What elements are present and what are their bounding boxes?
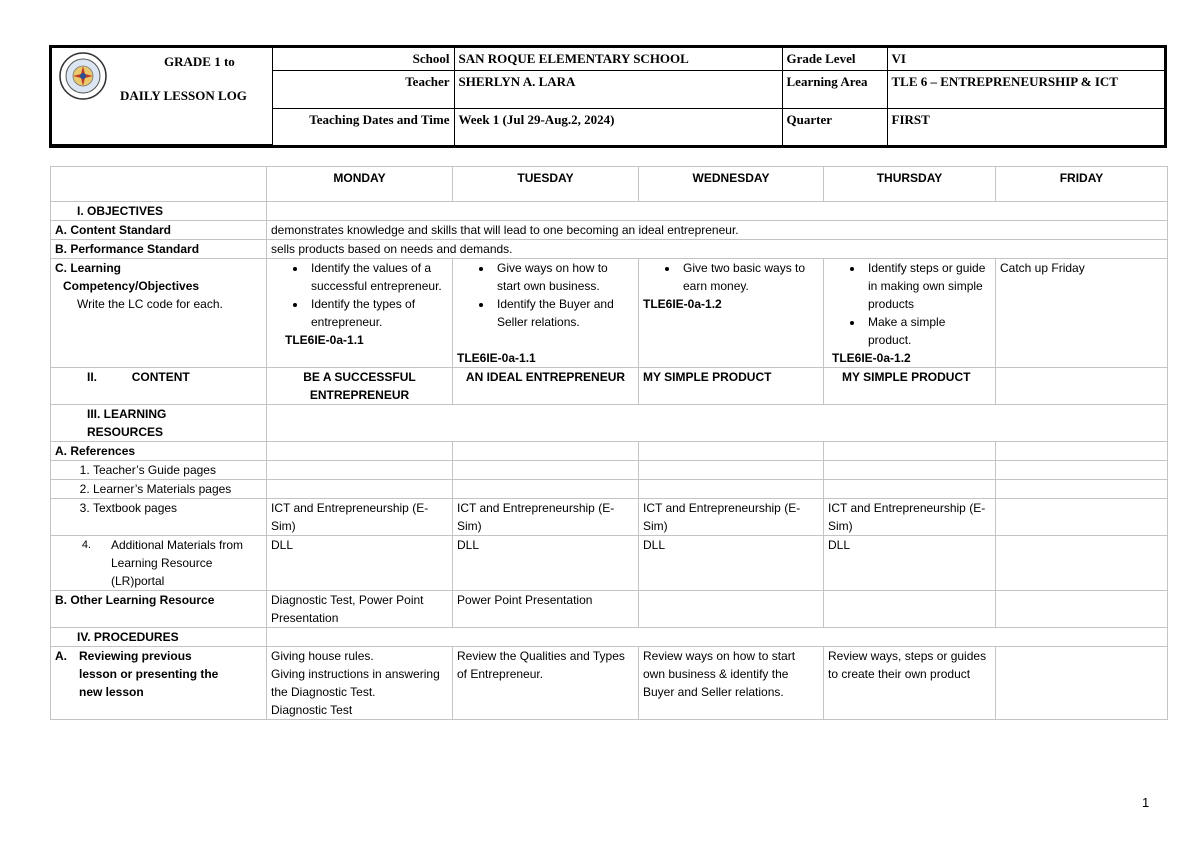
review-monday-line: Giving instructions in answering the Diagnostic Test. xyxy=(271,667,440,699)
content-friday xyxy=(996,368,1168,405)
lesson-plan-table xyxy=(50,166,1168,720)
textbook-row xyxy=(51,499,1168,536)
school-value: SAN ROQUE ELEMENTARY SCHOOL xyxy=(454,48,782,71)
textbook-cell xyxy=(51,499,267,536)
list-item: • Make a simple product. xyxy=(864,313,991,349)
additional-num: 4. xyxy=(81,539,91,551)
other-monday: Diagnostic Test, Power Point Presentation xyxy=(267,591,453,628)
content-standard-value: demonstrates knowledge and skills that will lead to one becoming an ideal entrepreneur. xyxy=(267,221,1168,240)
references-row xyxy=(51,442,1168,461)
textbook-label: 3. Textbook pages xyxy=(93,499,262,517)
day-friday: FRIDAY xyxy=(996,167,1168,202)
performance-standard-value: sells products based on needs and demands. xyxy=(267,240,1168,259)
teachers-guide-label: 1. Teacher’s Guide pages xyxy=(93,461,262,479)
competency-tuesday xyxy=(453,259,639,368)
list-item: • Identify the types of entrepreneur. xyxy=(307,295,448,331)
resources-heading: III. LEARNING RESOURCES xyxy=(51,405,267,442)
content-row xyxy=(51,368,1168,405)
quarter-value: FIRST xyxy=(887,109,1164,145)
competency-wednesday xyxy=(639,259,824,368)
dates-label: Teaching Dates and Time xyxy=(272,109,454,145)
references-label: A. References xyxy=(51,442,267,461)
additional-wednesday: DLL xyxy=(639,536,824,591)
competency-row xyxy=(51,259,1168,368)
teacher-value: SHERLYN A. LARA xyxy=(454,71,782,109)
additional-label: Additional Materials from Learning Resource (LR)portal xyxy=(111,538,244,588)
competency-thursday xyxy=(824,259,996,368)
teacher-label: Teacher xyxy=(272,71,454,109)
learners-materials-label: 2. Learner’s Materials pages xyxy=(93,480,262,498)
quarter-label: Quarter xyxy=(782,109,887,145)
day-header-row xyxy=(51,167,1168,202)
other-resources-row xyxy=(51,591,1168,628)
textbook-monday: ICT and Entrepreneurship (E-Sim) xyxy=(267,499,453,536)
learners-materials-cell xyxy=(51,480,267,499)
teachers-guide-cell xyxy=(51,461,267,480)
additional-materials-row xyxy=(51,536,1168,591)
additional-monday: DLL xyxy=(267,536,453,591)
content-standard-row xyxy=(51,221,1168,240)
list-item: • Identify the Buyer and Seller relations. xyxy=(493,295,634,331)
objectives-heading-row xyxy=(51,202,1168,221)
content-label-cell xyxy=(51,368,267,405)
teachers-guide-row xyxy=(51,461,1168,480)
textbook-tuesday: ICT and Entrepreneurship (E-Sim) xyxy=(453,499,639,536)
learning-area-value: TLE 6 – ENTREPRENEURSHIP & ICT xyxy=(887,71,1164,109)
competency-label-3: Write the LC code for each. xyxy=(77,297,223,311)
review-num: A. xyxy=(55,649,67,663)
review-label-cell xyxy=(51,647,267,720)
learning-area-label: Learning Area xyxy=(782,71,887,109)
review-tuesday: Review the Qualities and Types of Entrepreneur. xyxy=(453,647,639,720)
performance-standard-row xyxy=(51,240,1168,259)
competency-label-cell xyxy=(51,259,267,368)
deped-seal-icon xyxy=(58,51,108,101)
competency-label-1: C. Learning xyxy=(55,261,122,275)
lesson-log-header xyxy=(49,45,1167,148)
competency-friday: Catch up Friday xyxy=(996,259,1168,368)
procedures-heading: IV. PROCEDURES xyxy=(51,628,267,647)
additional-materials-cell xyxy=(51,536,267,591)
content-thursday: MY SIMPLE PRODUCT xyxy=(824,368,996,405)
resources-heading-fill xyxy=(267,405,1168,442)
resources-heading-row xyxy=(51,405,1168,442)
review-monday xyxy=(267,647,453,720)
content-label: CONTENT xyxy=(131,370,190,384)
content-wednesday: MY SIMPLE PRODUCT xyxy=(639,368,824,405)
additional-tuesday: DLL xyxy=(453,536,639,591)
review-thursday: Review ways, steps or guides to create their own product xyxy=(824,647,996,720)
page-number: 1 xyxy=(1142,795,1150,810)
learners-materials-row xyxy=(51,480,1168,499)
performance-standard-label: B. Performance Standard xyxy=(51,240,267,259)
objectives-heading-fill xyxy=(267,202,1168,221)
lc-code: TLE6IE-0a-1.2 xyxy=(643,297,722,311)
review-label: Reviewing previous lesson or presenting the new lesson xyxy=(79,649,219,699)
grade-title: GRADE 1 to xyxy=(164,54,235,69)
day-wednesday: WEDNESDAY xyxy=(639,167,824,202)
log-title: DAILY LESSON LOG xyxy=(120,88,247,103)
grade-level-value: VI xyxy=(887,48,1164,71)
lc-code: TLE6IE-0a-1.1 xyxy=(285,333,364,347)
grade-level-label: Grade Level xyxy=(782,48,887,71)
list-item: • Give two basic ways to earn money. xyxy=(679,259,819,295)
dates-value: Week 1 (Jul 29-Aug.2, 2024) xyxy=(454,109,782,145)
review-monday-line: Giving house rules. xyxy=(271,649,374,663)
competency-monday xyxy=(267,259,453,368)
competency-label-2: Competency/Objectives xyxy=(63,279,200,293)
school-label: School xyxy=(272,48,454,71)
procedures-heading-row xyxy=(51,628,1168,647)
review-wednesday: Review ways on how to start own business & identify the Buyer and Seller relations. xyxy=(639,647,824,720)
other-tuesday: Power Point Presentation xyxy=(453,591,639,628)
blank-header-cell xyxy=(51,167,267,202)
textbook-wednesday: ICT and Entrepreneurship (E-Sim) xyxy=(639,499,824,536)
list-item: • Identify the values of a successful entrepreneur. xyxy=(307,259,448,295)
other-resources-label: B. Other Learning Resource xyxy=(51,591,267,628)
lc-code: TLE6IE-0a-1.2 xyxy=(832,351,911,365)
content-label-num: II. xyxy=(87,370,98,384)
list-item: • Identify steps or guide in making own simple products xyxy=(864,259,991,313)
lc-code: TLE6IE-0a-1.1 xyxy=(457,351,536,365)
content-standard-label: A. Content Standard xyxy=(51,221,267,240)
day-monday: MONDAY xyxy=(267,167,453,202)
procedures-heading-fill xyxy=(267,628,1168,647)
header-title-cell xyxy=(52,48,272,145)
review-row xyxy=(51,647,1168,720)
list-item: • Give ways on how to start own business. xyxy=(493,259,634,295)
textbook-thursday: ICT and Entrepreneurship (E-Sim) xyxy=(824,499,996,536)
objectives-heading: I. OBJECTIVES xyxy=(51,202,267,221)
review-monday-line: Diagnostic Test xyxy=(271,703,353,717)
day-thursday: THURSDAY xyxy=(824,167,996,202)
additional-thursday: DLL xyxy=(824,536,996,591)
content-monday: BE A SUCCESSFUL ENTREPRENEUR xyxy=(267,368,453,405)
content-tuesday: AN IDEAL ENTREPRENEUR xyxy=(453,368,639,405)
day-tuesday: TUESDAY xyxy=(453,167,639,202)
